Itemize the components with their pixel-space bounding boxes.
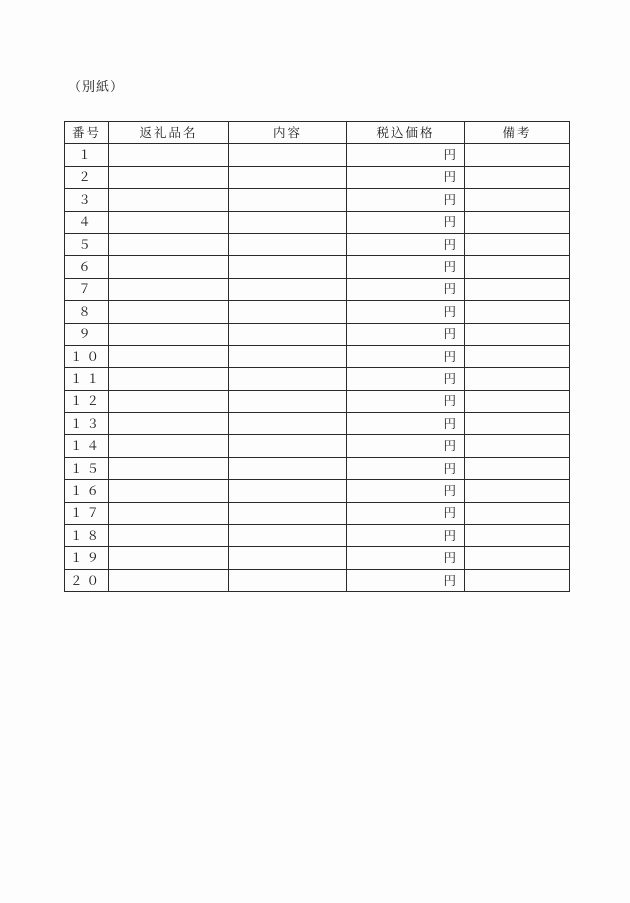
remarks-cell[interactable] — [465, 368, 570, 390]
remarks-cell[interactable] — [465, 480, 570, 502]
price-cell[interactable] — [347, 144, 465, 166]
table-body — [65, 144, 570, 592]
price-unit: 円 — [443, 147, 456, 163]
remarks-cell[interactable] — [465, 569, 570, 591]
table-row — [65, 502, 570, 524]
price-cell[interactable] — [347, 323, 465, 345]
price-unit: 円 — [443, 482, 456, 498]
remarks-cell[interactable] — [465, 144, 570, 166]
content-cell[interactable] — [229, 256, 347, 278]
remarks-cell[interactable] — [465, 256, 570, 278]
gift-name-cell[interactable] — [109, 189, 229, 211]
gift-name-cell[interactable] — [109, 390, 229, 412]
row-number: １６ — [65, 480, 109, 502]
price-unit: 円 — [443, 438, 456, 454]
remarks-cell[interactable] — [465, 233, 570, 255]
content-cell[interactable] — [229, 301, 347, 323]
row-number: １７ — [65, 502, 109, 524]
table-row — [65, 166, 570, 188]
gift-name-cell[interactable] — [109, 144, 229, 166]
price-unit: 円 — [443, 505, 456, 521]
price-unit: 円 — [443, 191, 456, 207]
price-cell[interactable] — [347, 301, 465, 323]
remarks-cell[interactable] — [465, 323, 570, 345]
table-row — [65, 368, 570, 390]
gift-name-cell[interactable] — [109, 233, 229, 255]
price-cell[interactable] — [347, 189, 465, 211]
row-number: １ — [65, 144, 109, 166]
table-row — [65, 323, 570, 345]
price-cell[interactable] — [347, 413, 465, 435]
remarks-cell[interactable] — [465, 390, 570, 412]
price-cell[interactable] — [347, 278, 465, 300]
gift-name-cell[interactable] — [109, 166, 229, 188]
price-unit: 円 — [443, 169, 456, 185]
row-number: ２ — [65, 166, 109, 188]
table-row — [65, 211, 570, 233]
price-unit: 円 — [443, 348, 456, 364]
gift-name-cell[interactable] — [109, 368, 229, 390]
price-unit: 円 — [443, 393, 456, 409]
table-row — [65, 278, 570, 300]
table-row — [65, 144, 570, 166]
gift-name-cell[interactable] — [109, 502, 229, 524]
row-number: ６ — [65, 256, 109, 278]
row-number: １８ — [65, 525, 109, 547]
table-row — [65, 189, 570, 211]
price-unit: 円 — [443, 303, 456, 319]
gift-name-cell[interactable] — [109, 413, 229, 435]
remarks-cell[interactable] — [465, 189, 570, 211]
remarks-cell[interactable] — [465, 211, 570, 233]
row-number: １５ — [65, 457, 109, 479]
price-cell[interactable] — [347, 502, 465, 524]
price-unit: 円 — [443, 460, 456, 476]
price-unit: 円 — [443, 550, 456, 566]
row-number: ５ — [65, 233, 109, 255]
remarks-cell[interactable] — [465, 502, 570, 524]
gift-name-cell[interactable] — [109, 256, 229, 278]
price-cell[interactable] — [347, 547, 465, 569]
document-label: （別紙） — [68, 80, 125, 95]
price-unit: 円 — [443, 281, 456, 297]
gift-name-cell[interactable] — [109, 278, 229, 300]
gift-name-cell[interactable] — [109, 211, 229, 233]
remarks-cell[interactable] — [465, 547, 570, 569]
content-cell[interactable] — [229, 480, 347, 502]
price-unit: 円 — [443, 214, 456, 230]
row-number: １９ — [65, 547, 109, 569]
header-gift-name: 返礼品名 — [109, 122, 229, 144]
table-row — [65, 569, 570, 591]
price-cell[interactable] — [347, 390, 465, 412]
content-cell[interactable] — [229, 166, 347, 188]
table-row — [65, 480, 570, 502]
table-row — [65, 457, 570, 479]
price-unit: 円 — [443, 572, 456, 588]
price-unit: 円 — [443, 527, 456, 543]
content-cell[interactable] — [229, 457, 347, 479]
gift-name-cell[interactable] — [109, 480, 229, 502]
row-number: ４ — [65, 211, 109, 233]
row-number: ３ — [65, 189, 109, 211]
row-number: １３ — [65, 413, 109, 435]
remarks-cell[interactable] — [465, 278, 570, 300]
header-content: 内容 — [229, 122, 347, 144]
content-cell[interactable] — [229, 368, 347, 390]
price-cell[interactable] — [347, 233, 465, 255]
price-unit: 円 — [443, 236, 456, 252]
row-number: １１ — [65, 368, 109, 390]
table-row — [65, 435, 570, 457]
table-row — [65, 390, 570, 412]
price-cell[interactable] — [347, 480, 465, 502]
gift-name-cell[interactable] — [109, 525, 229, 547]
header-remarks: 備考 — [465, 122, 570, 144]
content-cell[interactable] — [229, 144, 347, 166]
remarks-cell[interactable] — [465, 435, 570, 457]
row-number: １２ — [65, 390, 109, 412]
price-unit: 円 — [443, 326, 456, 342]
table-row — [65, 345, 570, 367]
price-cell[interactable] — [347, 368, 465, 390]
table-row — [65, 301, 570, 323]
content-cell[interactable] — [229, 569, 347, 591]
gift-name-cell[interactable] — [109, 457, 229, 479]
gift-name-cell[interactable] — [109, 547, 229, 569]
table-header-row — [65, 122, 570, 144]
table-row — [65, 413, 570, 435]
price-cell[interactable] — [347, 256, 465, 278]
price-cell[interactable] — [347, 211, 465, 233]
row-number: ９ — [65, 323, 109, 345]
content-cell[interactable] — [229, 435, 347, 457]
remarks-cell[interactable] — [465, 413, 570, 435]
remarks-cell[interactable] — [465, 301, 570, 323]
content-cell[interactable] — [229, 413, 347, 435]
gift-name-cell[interactable] — [109, 301, 229, 323]
price-cell[interactable] — [347, 457, 465, 479]
content-cell[interactable] — [229, 390, 347, 412]
gift-name-cell[interactable] — [109, 345, 229, 367]
remarks-cell[interactable] — [465, 345, 570, 367]
price-cell[interactable] — [347, 435, 465, 457]
price-unit: 円 — [443, 370, 456, 386]
content-cell[interactable] — [229, 345, 347, 367]
table-row — [65, 233, 570, 255]
header-number: 番号 — [65, 122, 109, 144]
row-number: ２０ — [65, 569, 109, 591]
header-price-incl-tax: 税込価格 — [347, 122, 465, 144]
price-cell[interactable] — [347, 345, 465, 367]
row-number: １４ — [65, 435, 109, 457]
gift-name-cell[interactable] — [109, 323, 229, 345]
price-cell[interactable] — [347, 569, 465, 591]
gift-list-table — [64, 121, 570, 592]
content-cell[interactable] — [229, 233, 347, 255]
row-number: ８ — [65, 301, 109, 323]
content-cell[interactable] — [229, 323, 347, 345]
table-row — [65, 547, 570, 569]
content-cell[interactable] — [229, 189, 347, 211]
price-unit: 円 — [443, 415, 456, 431]
row-number: １０ — [65, 345, 109, 367]
remarks-cell[interactable] — [465, 166, 570, 188]
content-cell[interactable] — [229, 547, 347, 569]
row-number: ７ — [65, 278, 109, 300]
content-cell[interactable] — [229, 525, 347, 547]
price-cell[interactable] — [347, 525, 465, 547]
content-cell[interactable] — [229, 278, 347, 300]
gift-name-cell[interactable] — [109, 435, 229, 457]
price-unit: 円 — [443, 259, 456, 275]
remarks-cell[interactable] — [465, 457, 570, 479]
gift-name-cell[interactable] — [109, 569, 229, 591]
remarks-cell[interactable] — [465, 525, 570, 547]
table-row — [65, 525, 570, 547]
price-cell[interactable] — [347, 166, 465, 188]
content-cell[interactable] — [229, 211, 347, 233]
table-row — [65, 256, 570, 278]
content-cell[interactable] — [229, 502, 347, 524]
